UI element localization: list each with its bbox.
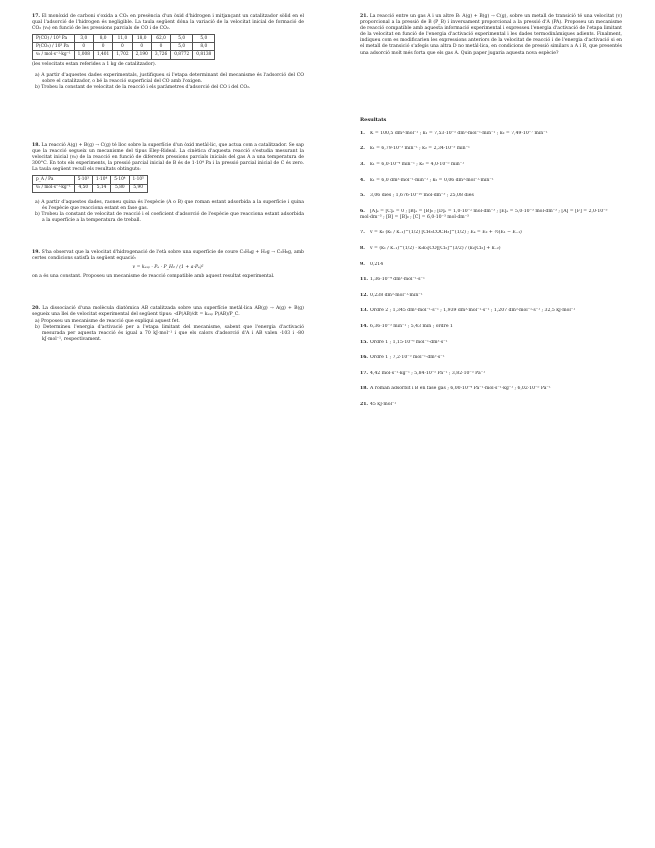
table-row	[33, 51, 215, 59]
result-number: 15.	[360, 339, 368, 345]
result-text: Ordre 1 ; 1,15·10⁻⁶ mol⁻¹·dm³·s⁻¹	[370, 339, 448, 345]
problem-text: La dissociació d'una molècula diatòmica AB catalitzada sobre una superfície metàl·lica AB(g) → A(g) + B(g) segueix una llei de velocitat experimental del següent tipus: -dP(AB)/dt = kₑₓₚ P(AB)/P_C.	[32, 306, 304, 318]
table-row	[33, 35, 215, 43]
table-cell: 0	[74, 43, 93, 51]
results-list	[360, 131, 622, 408]
table-cell: 5·10³	[74, 176, 92, 184]
result-item	[360, 146, 622, 152]
data-table	[32, 34, 215, 59]
result-text: 4,42 mol·s⁻¹·kg⁻¹ ; 5,84·10⁻⁵ Pa⁻¹ ; 3,82·10⁻⁵ Pa⁻¹	[370, 370, 486, 376]
table-row	[33, 184, 148, 192]
problem-text: El monòxid de carboni s'oxida a CO₂ en presència d'un òxid d'hidrogen i mitjançant un catalitzador sòlid en el qual l'adsorció de l'hidrogen és negligible. La taula següent dóna la variació de la velocitat inicial de formació de CO₂ (v₀) en funció de les pressions parcials de CO i de CO₂.	[32, 14, 304, 32]
result-item	[360, 131, 622, 137]
problem-19	[32, 250, 304, 280]
result-item	[360, 371, 622, 377]
table-header-cell: v₀ / mol·s⁻¹·kg⁻¹	[33, 51, 75, 59]
result-item	[360, 355, 622, 361]
table-cell: 5,0	[171, 43, 193, 51]
table-cell: 8,0	[93, 35, 112, 43]
problem-number: 17.	[32, 14, 40, 19]
table-cell: 1·10⁵	[129, 176, 147, 184]
problem-text: La reacció entre un gas A i un altre B: A(g) + B(g) → C(g), sobre un metall de transició té una velocitat (v) proporcional a la pressió de B (P_B) i inversament proporcional a la pressió d'A (PA). Proposeu un mecanisme de reacció compatible amb aquesta informació experimental i expresseu l'energia d'activació de l'etapa limitant de la velocitat en funció de l'energia d'activació experimental i les dades termodinàmiques adients. Finalment, indiqueu com es modificarien les expressions anteriors de la velocitat de reacció i de l'energia d'activació si en el metall de transició s'afegís una altra D no metàl·lica, en condicions de pressió similars a A i B, que presentés una adsorció molt més forta que els gas A. Quin paper jugaria aquesta nova espècie?	[360, 14, 622, 56]
table-row	[33, 176, 148, 184]
result-number: 12.	[360, 292, 368, 298]
result-item	[360, 324, 622, 330]
problem-18	[32, 143, 304, 224]
result-number: 5.	[360, 193, 365, 199]
result-number: 11.	[360, 277, 368, 283]
table-cell: 5,14	[92, 184, 110, 192]
result-number: 3.	[360, 161, 365, 167]
problem-part: a) A partir d'aquestes dades, raoneu quina és l'espècie (A o B) que roman estant adsorbida a la superfície i quina és l'espècie que reacciona estant en fase gas.	[35, 199, 304, 211]
table-cell: 3,0	[74, 35, 93, 43]
result-text: 1,36·10⁻⁴ dm³·mol⁻¹·s⁻¹	[370, 277, 425, 283]
table-cell: 5,90	[129, 184, 147, 192]
result-item	[360, 178, 622, 184]
result-text: A roman adsorbit i B en fase gas ; 6,00·10⁻⁴ Pa⁻¹·mol·s⁻¹·kg⁻¹ ; 6,02·10⁻⁵ Pa⁻¹	[370, 386, 551, 392]
table-cell: 8,0	[193, 43, 215, 51]
result-number: 16.	[360, 355, 368, 361]
result-number: 17.	[360, 370, 368, 376]
table-cell: 18,0	[132, 35, 151, 43]
result-text: 0,214	[370, 261, 384, 267]
table-cell: 0,8138	[193, 51, 215, 59]
table-cell: 0	[93, 43, 112, 51]
result-number: 2.	[360, 146, 365, 152]
table-cell: 1,008	[74, 51, 93, 59]
problem-number: 19.	[32, 249, 40, 255]
table-header-cell: v₀ / mol·s⁻¹·kg⁻¹	[33, 184, 75, 192]
table-cell: 5,80	[111, 184, 129, 192]
table-cell: 0	[132, 43, 151, 51]
rate-equation: v = kₑₓₚ · Pₑ · P_H₂ / (1 + a·Pₑ)²	[132, 265, 204, 271]
result-item	[360, 209, 622, 221]
result-text: 0,238 dm³·mol⁻¹·min⁻¹	[370, 292, 423, 298]
problem-part: b) Trobeu la constant de velocitat de reacció i el coeficient d'adsorció de l'espècie que reacciona estant adsorbida a la superfície a la temperatura de treball.	[35, 211, 304, 223]
right-column	[360, 14, 622, 418]
result-text: Ordre 1 ; 7,2·10⁻³ mol⁻¹·dm³·s⁻¹	[370, 355, 445, 361]
result-item	[360, 308, 622, 314]
table-header-cell: P(CO₂) / 10³ Pa	[33, 43, 75, 51]
left-column	[32, 14, 304, 351]
problem-number: 21.	[360, 14, 368, 19]
result-item	[360, 162, 622, 168]
table-cell: 62,0	[151, 35, 170, 43]
problem-21	[360, 14, 622, 57]
result-number: 13.	[360, 308, 368, 314]
result-text: [A]ₑ = [C]ₑ = 0 ; [B]ₑ = [B]₀ ; [D]ₑ = 1,0·10⁻² mol·dm⁻³ ; [E]ₑ = 5,0·10⁻³ mol·dm⁻³ ; [A] = [F] = 2,0·10⁻³ mol·dm⁻³ ; [B] = [B]₀ ; [C] = 6,0·10⁻³ mol·dm⁻³	[360, 208, 608, 220]
result-number: 21.	[360, 401, 368, 407]
table-cell: 5,0	[193, 35, 215, 43]
result-text: k₁ = 6,79·10⁻³ min⁻¹ ; k₂ = 2,34·10⁻³ min⁻¹	[370, 146, 470, 152]
result-text: k₁ = 6,0 dm³·mol⁻¹·min⁻¹ ; k₂ = 0,06 dm³·mol⁻¹·min⁻¹	[370, 177, 494, 183]
result-number: 14.	[360, 323, 368, 329]
result-number: 9.	[360, 261, 365, 267]
result-text: 6,36·10⁻³ min⁻¹ ; 5,43 min ; ordre 1	[370, 323, 453, 329]
data-table	[32, 175, 148, 192]
table-cell: 1·10⁴	[92, 176, 110, 184]
result-number: 1.	[360, 130, 365, 136]
table-cell: 1,401	[93, 51, 112, 59]
result-item	[360, 246, 622, 252]
problem-part: a) Proposeu un mecanisme de reacció que expliqui aquest fet.	[35, 318, 180, 324]
problem-number: 20.	[32, 306, 40, 312]
result-number: 8.	[360, 246, 365, 251]
problem-part: b) Trobeu la constant de velocitat de la reacció i els paràmetres d'adsorció del CO i del CO₂.	[35, 84, 251, 90]
result-item	[360, 293, 622, 299]
problem-17	[32, 14, 304, 91]
result-item	[360, 230, 622, 236]
result-number: 18.	[360, 386, 368, 392]
result-number: 6.	[360, 208, 365, 214]
table-cell: 5,0	[171, 35, 193, 43]
result-item	[360, 340, 622, 346]
result-text: K = 100,5 dm³·mol⁻¹ ; k₁ = 7,53·10⁻⁵ dm³·mol⁻¹·min⁻¹ ; k₂ = 7,49·10⁻⁷ min⁻¹	[370, 130, 548, 136]
problem-part: a) A partir d'aquestes dades experimentals, justifiqueu si l'etapa determinant del mecanisme és l'adsorció del CO sobre el catalitzador, o bé la reacció superficial del CO amb l'oxigen.	[35, 72, 304, 84]
result-item	[360, 277, 622, 283]
result-number: 4.	[360, 177, 365, 183]
result-text: 45 kJ·mol⁻¹	[370, 401, 397, 407]
result-text: 3,06 dies ; 1,676·10⁻¹⁰ mol·dm⁻³ ; 25,08 dies	[370, 193, 474, 199]
table-note: (les velocitats estan referides a 1 kg de catalitzador).	[32, 61, 157, 67]
result-text: Ordre 2 ; 1,345 dm³·mol⁻¹·s⁻¹ ; 1,939 dm³·mol⁻¹·s⁻¹ ; 1,207 dm³·mol⁻¹·s⁻¹ ; 32,5 kJ·mol⁻¹	[370, 308, 576, 314]
table-header-cell: P(CO) / 10³ Pa	[33, 35, 75, 43]
table-header-cell: p_A / Pa	[33, 176, 75, 184]
result-text: k₁ = 6,0·10⁻⁴ min⁻¹ ; k₂ = 4,0·10⁻⁵ min⁻¹	[370, 161, 465, 167]
result-item	[360, 386, 622, 392]
table-cell: 1,702	[113, 51, 132, 59]
table-cell: 0	[113, 43, 132, 51]
problem-number: 18.	[32, 142, 40, 148]
table-cell: 2,190	[132, 51, 151, 59]
results-title: Resultats	[360, 116, 387, 123]
problem-text: La reacció A(g) + B(g) → C(g) té lloc sobre la superfície d'un òxid metàl·lic, que actua com a catalitzador. Se sap que la reacció segueix un mecanisme del tipus Eley-Rideal. La cinètica d'aquesta reacció s'estudia mesurant la velocitat inicial (v₀) de la reacció en funció de diferents pressions parcials inicials del gas A a una temperatura de 300°C. En tots els experiments, la pressió parcial inicial de B és de 1·10⁴ Pa i la pressió parcial inicial de C és zero. La taula següent recull els resultats obtinguts:	[32, 142, 304, 173]
result-text: v = (k₁ / k₋₁)^(1/2) · k₂k₃[CO][Cl₂]^(3/2) / (k₂[Cl₂] + k₋₂)	[370, 246, 501, 251]
problem-text: on a és una constant. Proposeu un mecanisme de reacció compatible amb aquest resultat experimental.	[32, 274, 275, 280]
table-cell: 0	[151, 43, 170, 51]
problem-text: S'ha observat que la velocitat d'hidrogenació de l'età sobre una superfície de coure C₂H₄g + H₂g → C₂H₆g, amb certes condicions satisfà la següent equació:	[32, 249, 304, 262]
table-cell: 5·10⁴	[111, 176, 129, 184]
table-cell: 3,726	[151, 51, 170, 59]
table-row	[33, 43, 215, 51]
result-item	[360, 262, 622, 268]
table-cell: 11,0	[113, 35, 132, 43]
problem-20	[32, 306, 304, 343]
result-number: 7.	[360, 230, 365, 236]
table-cell: 0,8772	[171, 51, 193, 59]
problem-part: b) Determineu l'energia d'activació per a l'etapa limitant del mecanisme, sabent que l'energia d'activació mesurada per aquesta reacció és igual a 70 kJ·mol⁻¹ i que els calors d'adsorció d'A i AB valen -103 i -80 kJ·mol⁻¹, respectivament.	[35, 324, 304, 342]
result-item	[360, 193, 622, 199]
result-text: v = k₂ (k₁ / k₋₁)^(1/2) [CH₃COCH₃]^(1/2) ; Eₐ = E₂ + ½(E₁ − E₋₁)	[370, 230, 522, 236]
result-item	[360, 402, 622, 408]
table-cell: 4,50	[74, 184, 92, 192]
